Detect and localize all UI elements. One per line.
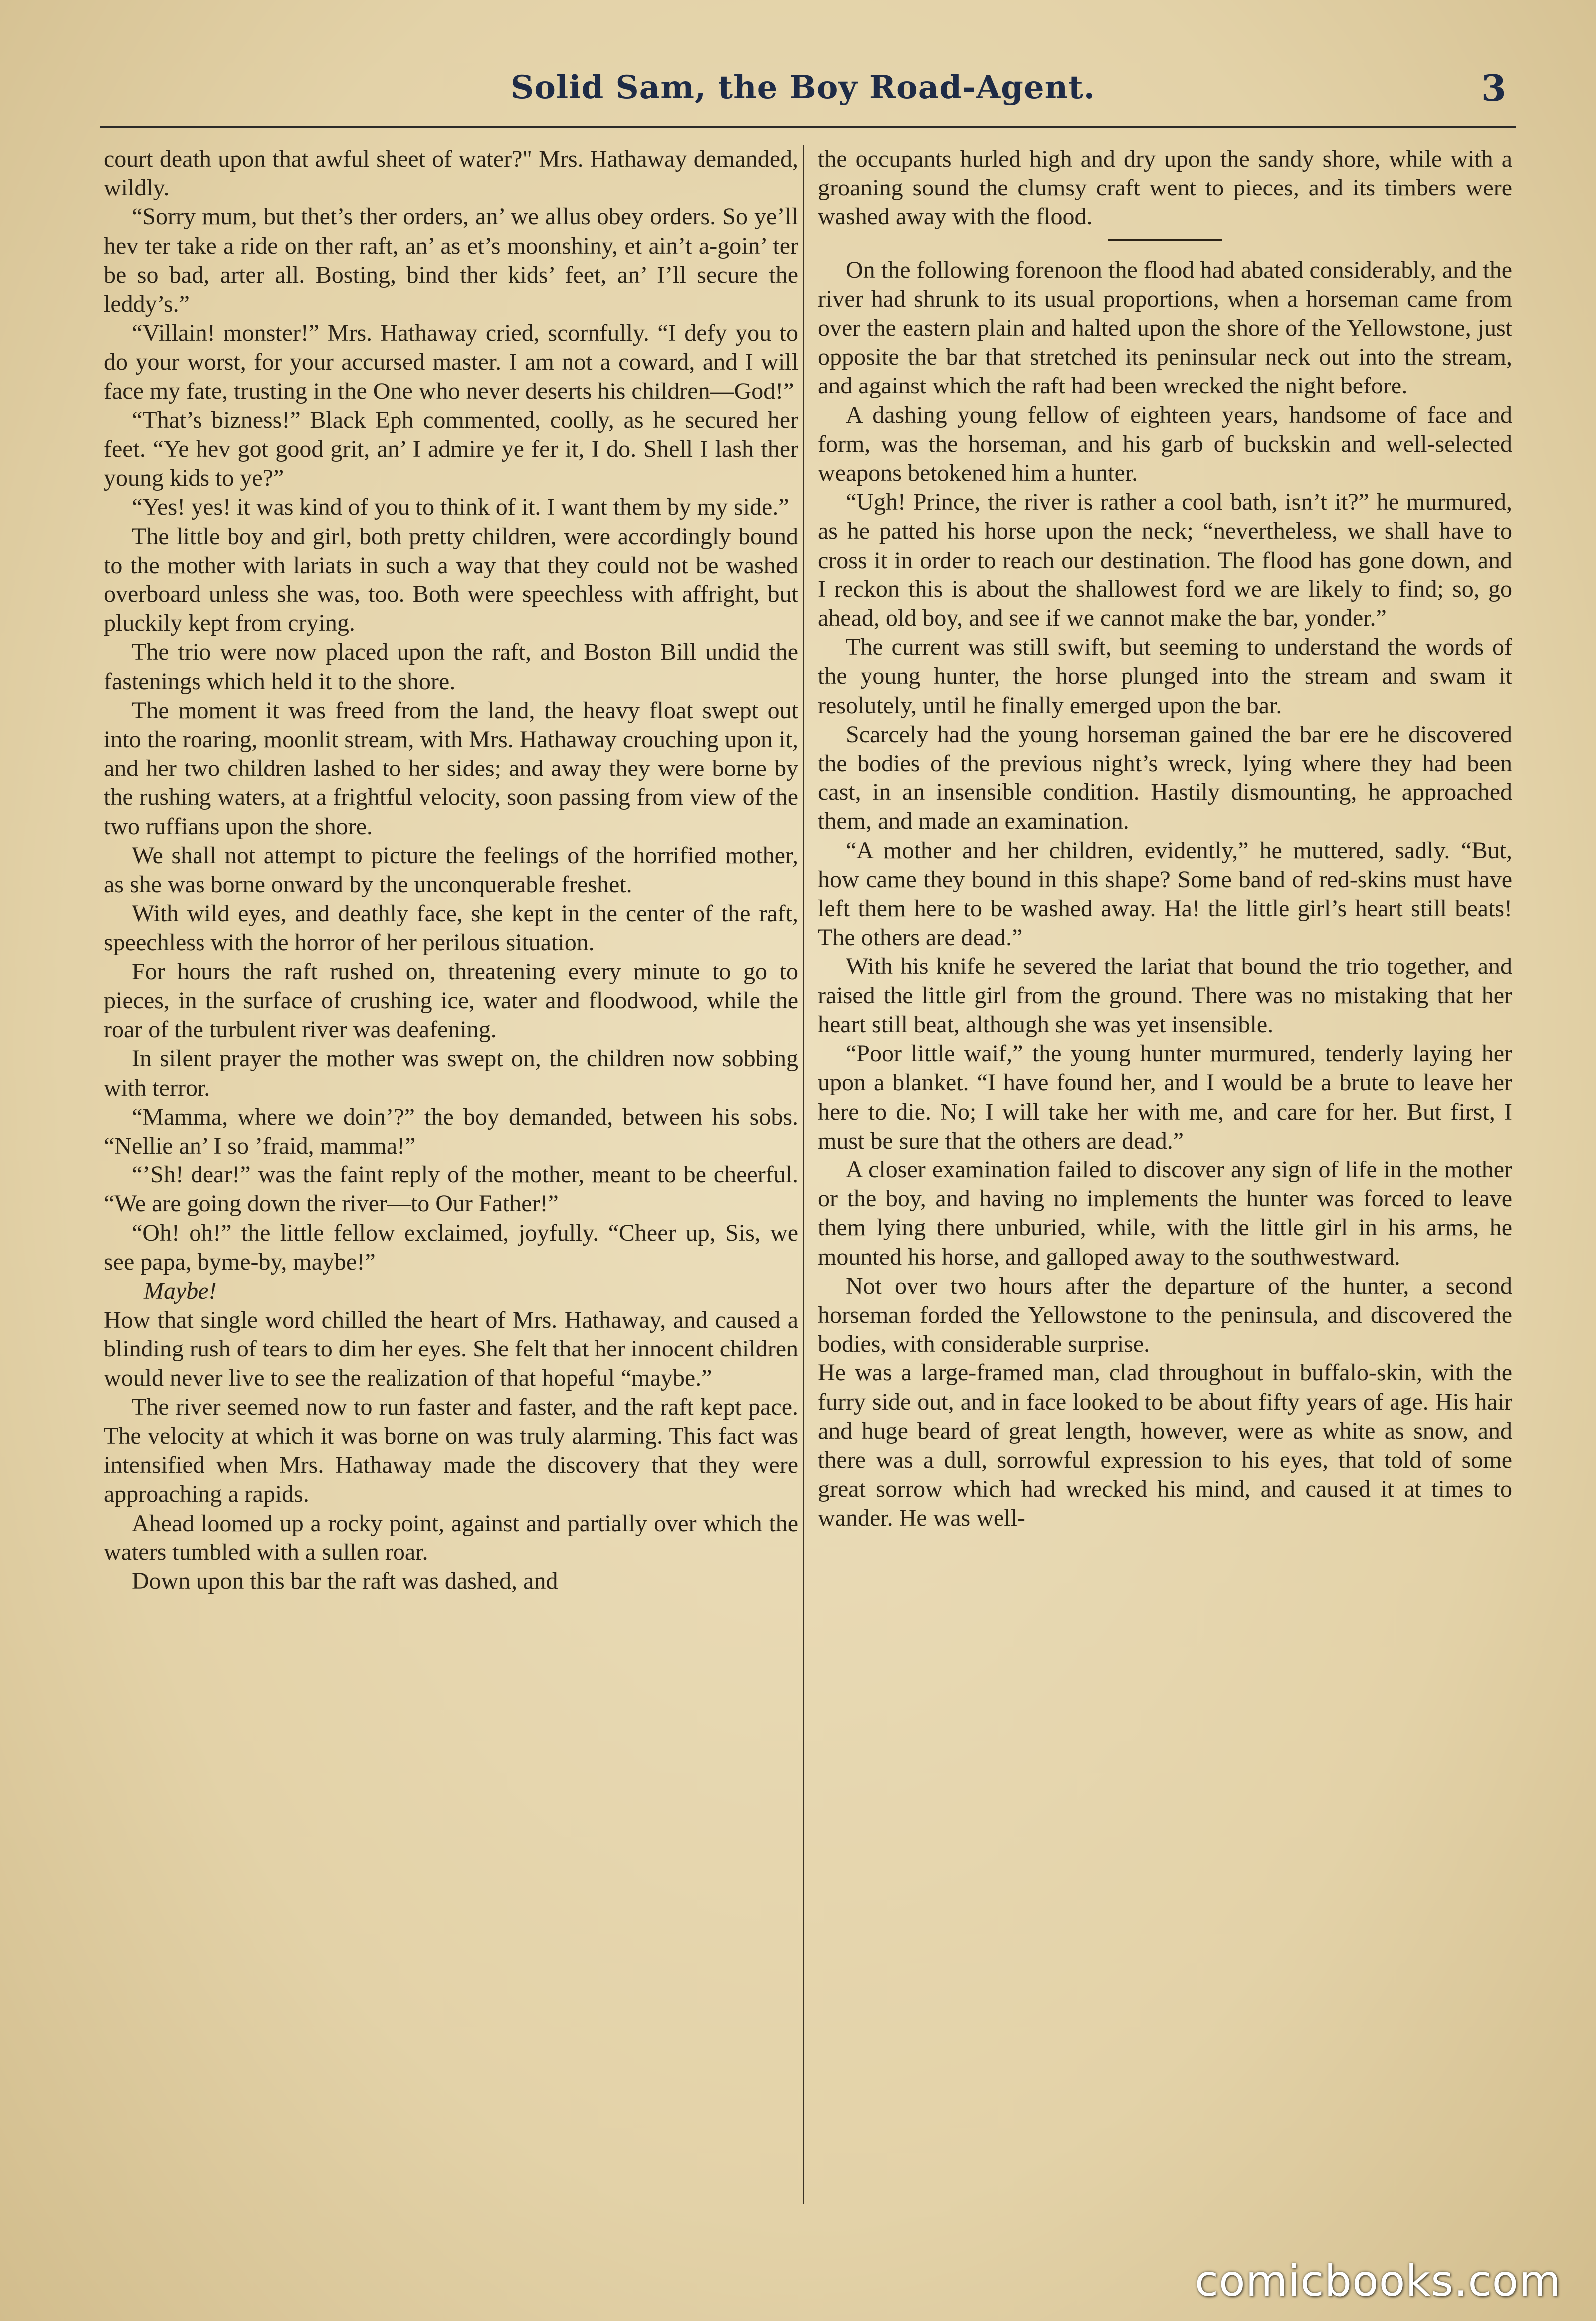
paragraph: Ahead loomed up a rocky point, against and partially over which the waters tumbled with a sullen roar.	[104, 1510, 798, 1565]
paragraph: The trio were now placed upon the raft, and Boston Bill undid the fastenings which held it to the shore.	[104, 639, 798, 695]
paragraph: Scarcely had the young horseman gained the bar ere he discovered the bodies of the previous night’s wreck, lying where they had been cast, in an insensible condition. Hastily dismounting, he approached them, and made an examination.	[818, 721, 1512, 835]
paragraph: court death upon that awful sheet of water?" Mrs. Hathaway demanded, wildly.	[104, 146, 798, 201]
paragraph: “Oh! oh!” the little fellow exclaimed, joyfully. “Cheer up, Sis, we see papa, byme-by, maybe!”	[104, 1219, 798, 1275]
story-title: Solid Sam, the Boy Road-Agent.	[510, 69, 1096, 106]
paragraph: A dashing young fellow of eighteen years, handsome of face and form, was the horseman, and his garb of buckskin and well-selected weapons betokened him a hunter.	[818, 401, 1512, 487]
paragraph: “Yes! yes! it was kind of you to think of it. I want them by my side.”	[132, 494, 789, 521]
paragraph: How that single word chilled the heart of Mrs. Hathaway, and caused a blinding rush of tears to dim her eyes. She felt that her innocent children would never live to see the realization of that hopeful “maybe.”	[104, 1307, 798, 1391]
header-rule	[100, 126, 1516, 128]
paragraph: He was a large-framed man, clad throughout in buffalo-skin, with the furry side out, and in face looked to be about fifty years of age. His hair and huge beard of great length, however, were as white as snow, and there was a dull, sorrowful expression to his eyes, that told of some great sorrow which had wrecked his mind, and caused it at times to wander. He was well-	[818, 1359, 1512, 1532]
paragraph: With his knife he severed the lariat that bound the trio together, and raised the little girl from the ground. There was no mistaking that her heart still beat, although she was yet insensible.	[818, 953, 1512, 1038]
paragraph: The little boy and girl, both pretty children, were accordingly bound to the mother with lariats in such a way that they could not be washed overboard unless she was, too. Both were speechless with affright, but pluckily kept from crying.	[104, 523, 798, 637]
right-column-section	[818, 256, 1512, 1533]
paragraph: The current was still swift, but seeming to understand the words of the young hunter, the horse plunged into the stream and swam it resolutely, until he finally emerged upon the bar.	[818, 634, 1512, 719]
page-number: 3	[1481, 67, 1506, 109]
paragraph: The moment it was freed from the land, the heavy float swept out into the roaring, moonlit stream, with Mrs. Hathaway crouching upon it, and her two children lashed to her sides; and away they were borne by the rushing waters, at a frightful velocity, soon passing from view of the two ruffians upon the shore.	[104, 697, 798, 840]
paragraph: In silent prayer the mother was swept on, the children now sobbing with terror.	[104, 1045, 798, 1101]
paragraph: We shall not attempt to picture the feelings of the horrified mother, as she was borne onward by the unconquerable freshet.	[104, 842, 798, 898]
paragraph: “Ugh! Prince, the river is rather a cool bath, isn’t it?” he murmured, as he patted his horse upon the neck; “nevertheless, we shall have to cross it in order to reach our destination. The flood has gone down, and I reckon this is about the shallowest ford we are likely to find; so, go ahead, old boy, and see if we cannot make the bar, yonder.”	[818, 489, 1512, 632]
right-column-opening	[818, 145, 1512, 232]
paragraph: “A mother and her children, evidently,” he muttered, sadly. “But, how came they bound in this shape? Some band of red-skins must have left them here to be washed away. Ha! the little girl’s heart still beats! The others are dead.”	[818, 837, 1512, 951]
right-text-column	[818, 145, 1512, 2239]
paragraph: Down upon this bar the raft was dashed, and	[132, 1567, 558, 1594]
paragraph: With wild eyes, and deathly face, she kept in the center of the raft, speechless with the horror of her perilous situation.	[104, 900, 798, 956]
paragraph: “That’s bizness!” Black Eph commented, coolly, as he secured her feet. “Ye hev got good grit, an’ I admire ye fer it, I do. Shell I lash ther young kids to ye?”	[104, 406, 798, 492]
running-header	[100, 64, 1506, 119]
paragraph: Maybe!	[144, 1277, 217, 1304]
paragraph: “Poor little waif,” the young hunter murmured, tenderly laying her upon a blanket. “I have found her, and I would be a brute to leave her here to die. No; I will take her with me, and care for her. But first, I must be sure that the others are dead.”	[818, 1040, 1512, 1154]
left-text-column	[104, 145, 798, 2239]
paragraph: the occupants hurled high and dry upon the sandy shore, while with a groaning sound the clumsy craft went to pieces, and its timbers were washed away with the flood.	[818, 146, 1512, 230]
section-break-rule	[1108, 239, 1222, 241]
paragraph: “Sorry mum, but thet’s ther orders, an’ we allus obey orders. So ye’ll hev ter take a ride on ther raft, an’ as et’s moonshiny, et ain’t a-goin’ ter be so bad, arter all. Bosting, bind ther kids’ feet, an’ I’ll secure the leddy’s.”	[104, 203, 798, 318]
paragraph: For hours the raft rushed on, threatening every minute to go to pieces, in the surface of crushing ice, water and floodwood, while the roar of the turbulent river was deafening.	[104, 958, 798, 1043]
column-divider	[803, 145, 804, 2204]
paragraph: “Villain! monster!” Mrs. Hathaway cried, scornfully. “I defy you to do your worst, for your accursed master. I am not a coward, and I will face my fate, trusting in the One who never deserts his children—God!”	[104, 320, 798, 404]
paragraph: Not over two hours after the departure of the hunter, a second horseman forded the Yellowstone to the peninsula, and discovered the bodies, with considerable surprise.	[818, 1272, 1512, 1357]
paragraph: “Mamma, where we doin’?” the boy demanded, between his sobs. “Nellie an’ I so ’fraid, mamma!”	[104, 1103, 798, 1159]
paragraph: The river seemed now to run faster and faster, and the raft kept pace. The velocity at which it was borne on was truly alarming. This fact was intensified when Mrs. Hathaway made the discovery that they were approaching a rapids.	[104, 1393, 798, 1508]
paragraph: On the following forenoon the flood had abated considerably, and the river had shrunk to its usual proportions, when a horseman came from over the eastern plain and halted upon the shore of the Yellowstone, just opposite the bar that stretched its peninsular neck out into the stream, and against which the raft had been wrecked the night before.	[818, 256, 1512, 399]
paragraph: “’Sh! dear!” was the faint reply of the mother, meant to be cheerful. “We are going down the river—to Our Father!”	[104, 1161, 798, 1217]
paragraph: A closer examination failed to discover any sign of life in the mother or the boy, and having no implements the hunter was forced to leave them lying there unburied, while, with the little girl in his arms, he mounted his horse, and galloped away to the southwestward.	[818, 1156, 1512, 1270]
site-watermark: comicbooks.com	[1195, 2256, 1561, 2306]
